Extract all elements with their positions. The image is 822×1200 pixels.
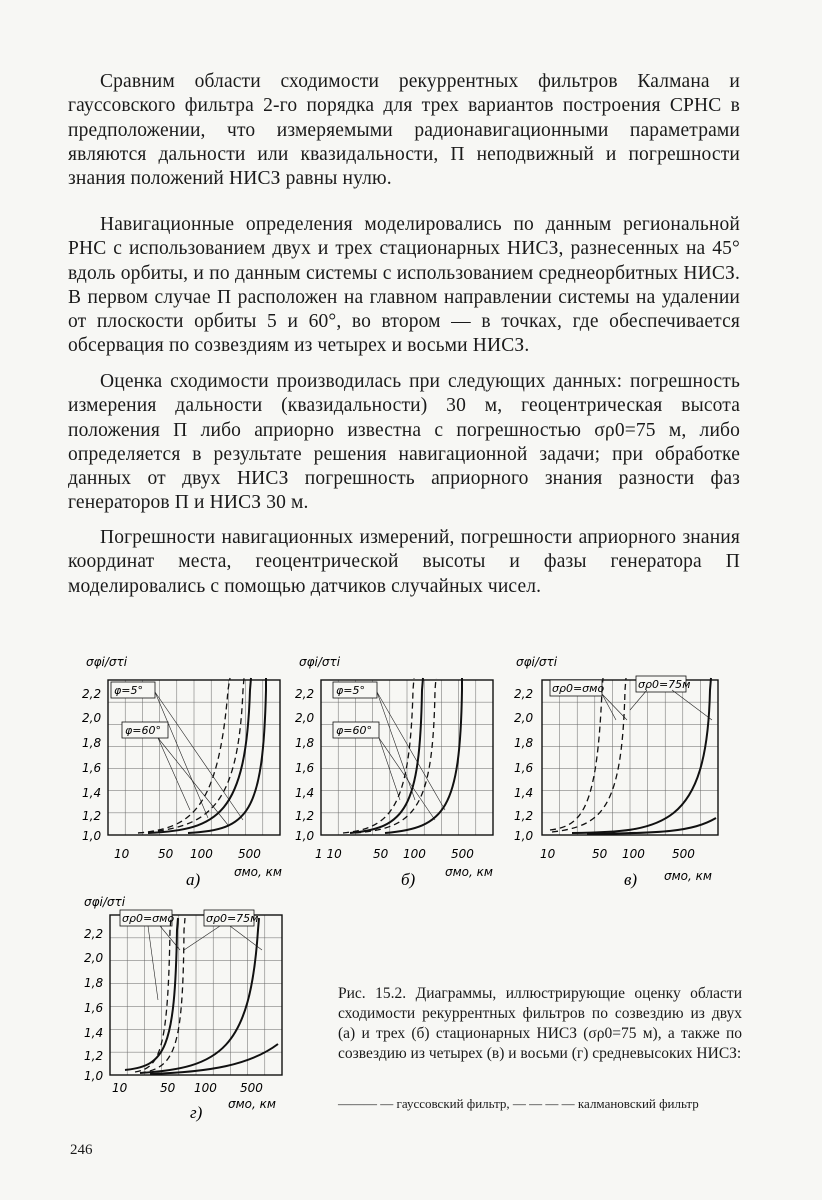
gauss-curve <box>140 918 259 1073</box>
paragraph-2: Навигационные определения моделировались по данным региональной РНС с использованием двух и трех стационарных НИСЗ, разнесенных на 45° вдоль орбиты, и по данным системы с использованием среднеорбитных НИСЗ. В первом случае П расположен на главном направлении системы на удалении от плоскости орбиты 5 и 60°, во втором — в точках, где обеспечивается обсервация по созвездиям из четырех и восьми НИСЗ. <box>68 214 740 357</box>
grid <box>542 680 718 835</box>
x-axis-label: σмо, км <box>234 865 282 879</box>
grid <box>321 680 493 835</box>
page-number: 246 <box>70 1142 93 1158</box>
y-tick: 1,2 <box>514 809 534 823</box>
x-tick: 500 <box>240 1081 263 1095</box>
gauss-curve <box>385 678 462 833</box>
annotation-phi60: φ=60° <box>125 724 161 737</box>
x-tick: 100 <box>194 1081 217 1095</box>
y-tick: 1,6 <box>514 761 534 775</box>
y-tick: 1,4 <box>514 786 534 800</box>
y-tick: 1,0 <box>84 1069 104 1083</box>
y-tick: 1,2 <box>84 1049 104 1063</box>
leader-line <box>155 692 243 820</box>
y-tick: 2,0 <box>514 711 534 725</box>
y-tick-labels <box>84 927 103 1083</box>
paragraph-1: Сравним области сходимости рекуррентных фильтров Калмана и гауссовского фильтра 2-го порядка для трех вариантов построения СРНС в предположении, что измеряемыми радионавигационными параметрами являются дальности или квазидальности, П неподвижный и погрешности знания положений НИСЗ равны нулю. <box>68 71 740 190</box>
x-tick: 50 <box>158 847 174 861</box>
y-tick: 1,2 <box>295 809 315 823</box>
y-tick: 1,6 <box>295 761 315 775</box>
y-tick: 1,4 <box>295 786 315 800</box>
figure-caption: Рис. 15.2. Диаграммы, иллюстрирующие оценку области сходимости рекуррентных фильтров по созвездию из двух (а) и трех (б) стационарных НИСЗ (σρ0=75 м), а также по созвездию из четырех (в) и восьми (г) средневысоких НИСЗ: <box>338 985 742 1062</box>
annotation-known: σρ0=σмо <box>122 912 175 925</box>
x-tick: 10 <box>540 847 556 861</box>
x-axis-label: σмо, км <box>228 1097 276 1111</box>
y-tick-labels <box>82 687 101 843</box>
y-tick: 2,2 <box>84 927 104 941</box>
annotation-phi5: φ=5° <box>114 684 143 697</box>
y-tick: 1,0 <box>82 829 102 843</box>
x-tick: 100 <box>403 847 426 861</box>
figure-legend: ——— — гауссовский фильтр, — — — — калмановский фильтр <box>338 1096 699 1111</box>
leader-line <box>158 738 190 810</box>
x-tick: 500 <box>451 847 474 861</box>
paragraph-4: Погрешности навигационных измерений, погрешности априорного знания координат места, геоцентрической высоты и фазы генератора П моделировались с помощью датчиков случайных чисел. <box>68 527 740 597</box>
y-axis-label: σφi/στi <box>86 655 128 669</box>
gauss-curve <box>188 678 266 833</box>
y-axis-label: σφi/στi <box>299 655 341 669</box>
y-tick: 2,0 <box>295 711 315 725</box>
x-axis-label: σмо, км <box>445 865 493 879</box>
x-tick: 50 <box>373 847 389 861</box>
y-tick: 1,8 <box>82 736 102 750</box>
y-tick: 2,0 <box>82 711 102 725</box>
y-tick: 1,2 <box>82 809 102 823</box>
gauss-curve <box>350 678 423 833</box>
x-tick-labels <box>112 1081 263 1095</box>
kalman-curve <box>135 918 171 1072</box>
leader-line <box>630 690 647 710</box>
paragraph-3: Оценка сходимости производилась при следующих данных: погрешность измерения дальности (квазидальности) 30 м, геоцентрическая высота положения П либо априорно известна с погрешностью σρ0=75 м, либо определяется в результате решения навигационной задачи; при обработке данных от двух НИСЗ погрешность априорного знания разности фаз генераторов П и НИСЗ 30 м. <box>68 371 740 514</box>
x-tick-labels <box>114 847 261 861</box>
x-tick: 100 <box>622 847 645 861</box>
gauss-curve <box>572 678 711 833</box>
y-tick: 1,0 <box>295 829 315 843</box>
kalman-curve <box>138 678 244 833</box>
y-tick: 1,6 <box>82 761 102 775</box>
chart-panel-d <box>80 890 295 1130</box>
x-tick-labels <box>540 847 695 861</box>
annotation-phi60: φ=60° <box>336 724 372 737</box>
y-tick: 1,4 <box>84 1026 104 1040</box>
leader-line <box>672 690 712 720</box>
x-tick: 10 <box>112 1081 128 1095</box>
panel-letter: г) <box>190 1103 203 1122</box>
x-tick: 50 <box>592 847 608 861</box>
y-tick: 1,8 <box>514 736 534 750</box>
x-tick: 10 <box>114 847 130 861</box>
panel-letter: в) <box>624 870 638 889</box>
y-tick-labels <box>514 687 533 843</box>
kalman-curve <box>355 678 436 833</box>
x-tick: 1 10 <box>315 847 342 861</box>
x-tick-labels <box>315 847 474 861</box>
grid <box>110 915 282 1075</box>
leader-line <box>602 694 627 720</box>
x-tick: 50 <box>160 1081 176 1095</box>
kalman-curve <box>552 678 626 832</box>
y-tick: 2,2 <box>514 687 534 701</box>
leader-line <box>148 926 158 1000</box>
x-tick: 500 <box>238 847 261 861</box>
y-tick: 1,6 <box>84 1001 104 1015</box>
gauss-curve <box>148 678 251 833</box>
chart-panel-b <box>295 650 505 900</box>
x-tick: 100 <box>190 847 213 861</box>
y-tick-labels <box>295 687 314 843</box>
annotation-known: σρ0=σмо <box>552 682 605 695</box>
chart-panel-c <box>512 650 732 900</box>
leader-line <box>602 694 616 720</box>
y-tick: 2,0 <box>84 951 104 965</box>
panel-letter: а) <box>186 870 201 889</box>
y-axis-label: σφi/στi <box>84 895 126 909</box>
y-tick: 1,8 <box>295 736 315 750</box>
annotation-75: σρ0=75м <box>206 912 259 925</box>
kalman-curve <box>138 678 230 833</box>
panel-letter: б) <box>401 870 416 889</box>
y-tick: 1,8 <box>84 976 104 990</box>
chart-panel-a <box>78 650 288 900</box>
annotation-phi5: φ=5° <box>336 684 365 697</box>
x-tick: 500 <box>672 847 695 861</box>
y-axis-label: σφi/στi <box>516 655 558 669</box>
x-axis-label: σмо, км <box>664 869 712 883</box>
y-tick: 1,0 <box>514 829 534 843</box>
annotation-75: σρ0=75м <box>638 678 691 691</box>
y-tick: 1,4 <box>82 786 102 800</box>
y-tick: 2,2 <box>295 687 315 701</box>
y-tick: 2,2 <box>82 687 102 701</box>
leader-line <box>155 692 208 818</box>
